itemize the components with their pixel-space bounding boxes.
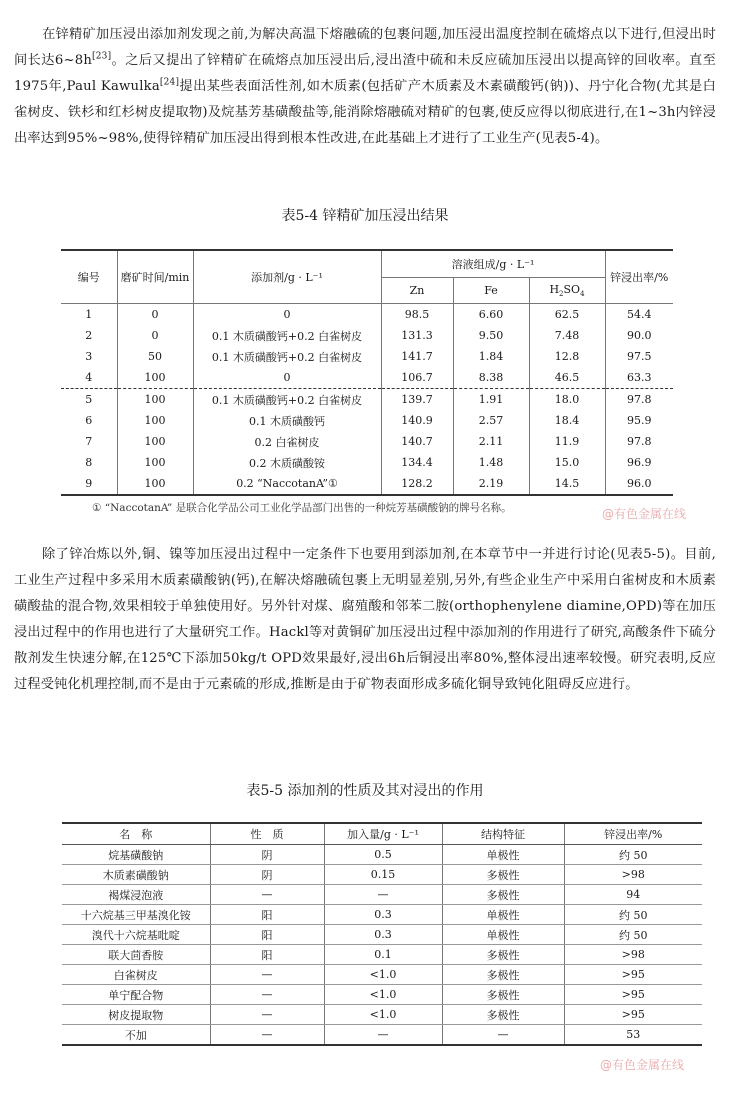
table-row: 4 100 0 106.7 8.38 46.5 63.3 [61,367,673,389]
table-row: 烷基磺酸钠 阴 0.5 单极性 约 50 [62,845,702,865]
header-structure: 结构特征 [442,823,564,845]
intro-text-c: 提出某些表面活性剂,如木质素(包括矿产木质素及木素磺酸钙(钠))、丹宁化合物(尤其是白雀树皮、铁杉和红杉树皮提取物)及烷基芳基磺酸盐等,能消除熔融硫对精矿的包裹,使反应得以彻底进行,在1~3h内锌浸出率达到95%~98%,使得锌精矿加压浸出得到根本性改进,在此基础上才进行了工业生产(见表5-4)。 [14,79,717,146]
table-row: 树皮提取物 — <1.0 多极性 >95 [62,1005,702,1025]
table-5-5 [62,822,702,1046]
header-dosage: 加入量/g · L⁻¹ [324,823,442,845]
table-row: 7 100 0.2 白雀树皮 140.7 2.11 11.9 97.8 [61,431,673,452]
body-paragraph [14,542,716,698]
table-5-4-footnote: ① “NaccotanA” 是联合化学品公司工业化学品部门出售的一种烷芳基磺酸钠的牌号名称。 [92,502,512,514]
table-row: 不加 — — — 53 [62,1025,702,1046]
table-row: 联大茴香胺 阳 0.1 多极性 >98 [62,945,702,965]
table-row: 十六烷基三甲基溴化铵 阳 0.3 单极性 约 50 [62,905,702,925]
intro-paragraph [14,22,716,152]
intro-text-b: 。之后又提出了锌精矿在硫熔点加压浸出后,浸出渣中硫和未反应硫加压浸出以提高锌的回收率。直至1975年,Paul Kawulka [14,53,716,94]
table-row: 6 100 0.1 木质磺酸钙 140.9 2.57 18.4 95.9 [61,410,673,431]
watermark-2: @有色金属在线 [600,1058,685,1072]
header-no: 编号 [61,250,117,304]
table-row: 木质素磺酸钠 阴 0.15 多极性 >98 [62,865,702,885]
body-text: 除了锌冶炼以外,铜、镍等加压浸出过程中一定条件下也要用到添加剂,在本章节中一并进行讨论(见表5-5)。目前,工业生产过程中多采用木质素磺酸钠(钙),在解决熔融硫包裹上无明显差别,另外,有些企业生产中采用白雀树皮和木质素磺酸盐的混合物,效果相较于单独使用好。另外针对煤、腐殖酸和邻苯二胺(orthophenylene diamine,OPD)等在加压浸出过程中的作用也进行了大量研究工作。Hackl等对黄铜矿加压浸出过程中添加剂的作用进行了研究,高酸条件下硫分散剂发生快速分解,在125℃下添加50kg/t OPD效果最好,浸出6h后铜浸出率80%,整体浸出速率较慢。研究表明,反应过程受钝化机理控制,而不是由于元素硫的形成,推断是由于矿物表面形成多硫化铜导致钝化阻碍反应进行。 [14,547,716,692]
citation-24[interactable]: [24] [159,77,180,88]
table-5-4-caption: 表5-4 锌精矿加压浸出结果 [281,208,449,224]
citation-23[interactable]: [23] [92,51,112,62]
table-5-4 [61,249,673,496]
header-fe: Fe [453,278,529,304]
table-row: 白雀树皮 — <1.0 多极性 >95 [62,965,702,985]
header-h2so4: $H_2SO_4$ [529,278,605,304]
table-row: 3 50 0.1 木质磺酸钙+0.2 白雀树皮 141.7 1.84 12.8 97.5 [61,346,673,367]
header-zn: Zn [381,278,453,304]
header-grind-time: 磨矿时间/min [117,250,193,304]
watermark-1: @有色金属在线 [602,507,687,521]
table-row: 8 100 0.2 木质磺酸铵 134.4 1.48 15.0 96.9 [61,452,673,473]
table-5-5-caption: 表5-5 添加剂的性质及其对浸出的作用 [246,783,484,799]
header-zn-rate: 锌浸出率/% [605,250,673,304]
header-property: 性 质 [210,823,324,845]
table-row: 1 0 0 98.5 6.60 62.5 54.4 [61,304,673,326]
table-row: 5 100 0.1 木质磺酸钙+0.2 白雀树皮 139.7 1.91 18.0 97.8 [61,389,673,411]
header-solution: 溶液组成/g · L⁻¹ [381,250,605,278]
table-row: 2 0 0.1 木质磺酸钙+0.2 白雀树皮 131.3 9.50 7.48 90.0 [61,325,673,346]
table-row: 9 100 0.2 “NaccotanA”① 128.2 2.19 14.5 96.0 [61,473,673,495]
table-row: 单宁配合物 — <1.0 多极性 >95 [62,985,702,1005]
intro-text-a: 在锌精矿加压浸出添加剂发现之前,为解决高温下熔融硫的包裹问题,加压浸出温度控制在硫熔点以下进行,但浸出时间长达6~8h [14,27,716,68]
header-additive: 添加剂/g · L⁻¹ [193,250,381,304]
table-row: 褐煤浸泡液 — — 多极性 94 [62,885,702,905]
header-zn-rate-2: 锌浸出率/% [564,823,702,845]
table-row: 溴代十六烷基吡啶 阳 0.3 单极性 约 50 [62,925,702,945]
header-name: 名 称 [62,823,210,845]
